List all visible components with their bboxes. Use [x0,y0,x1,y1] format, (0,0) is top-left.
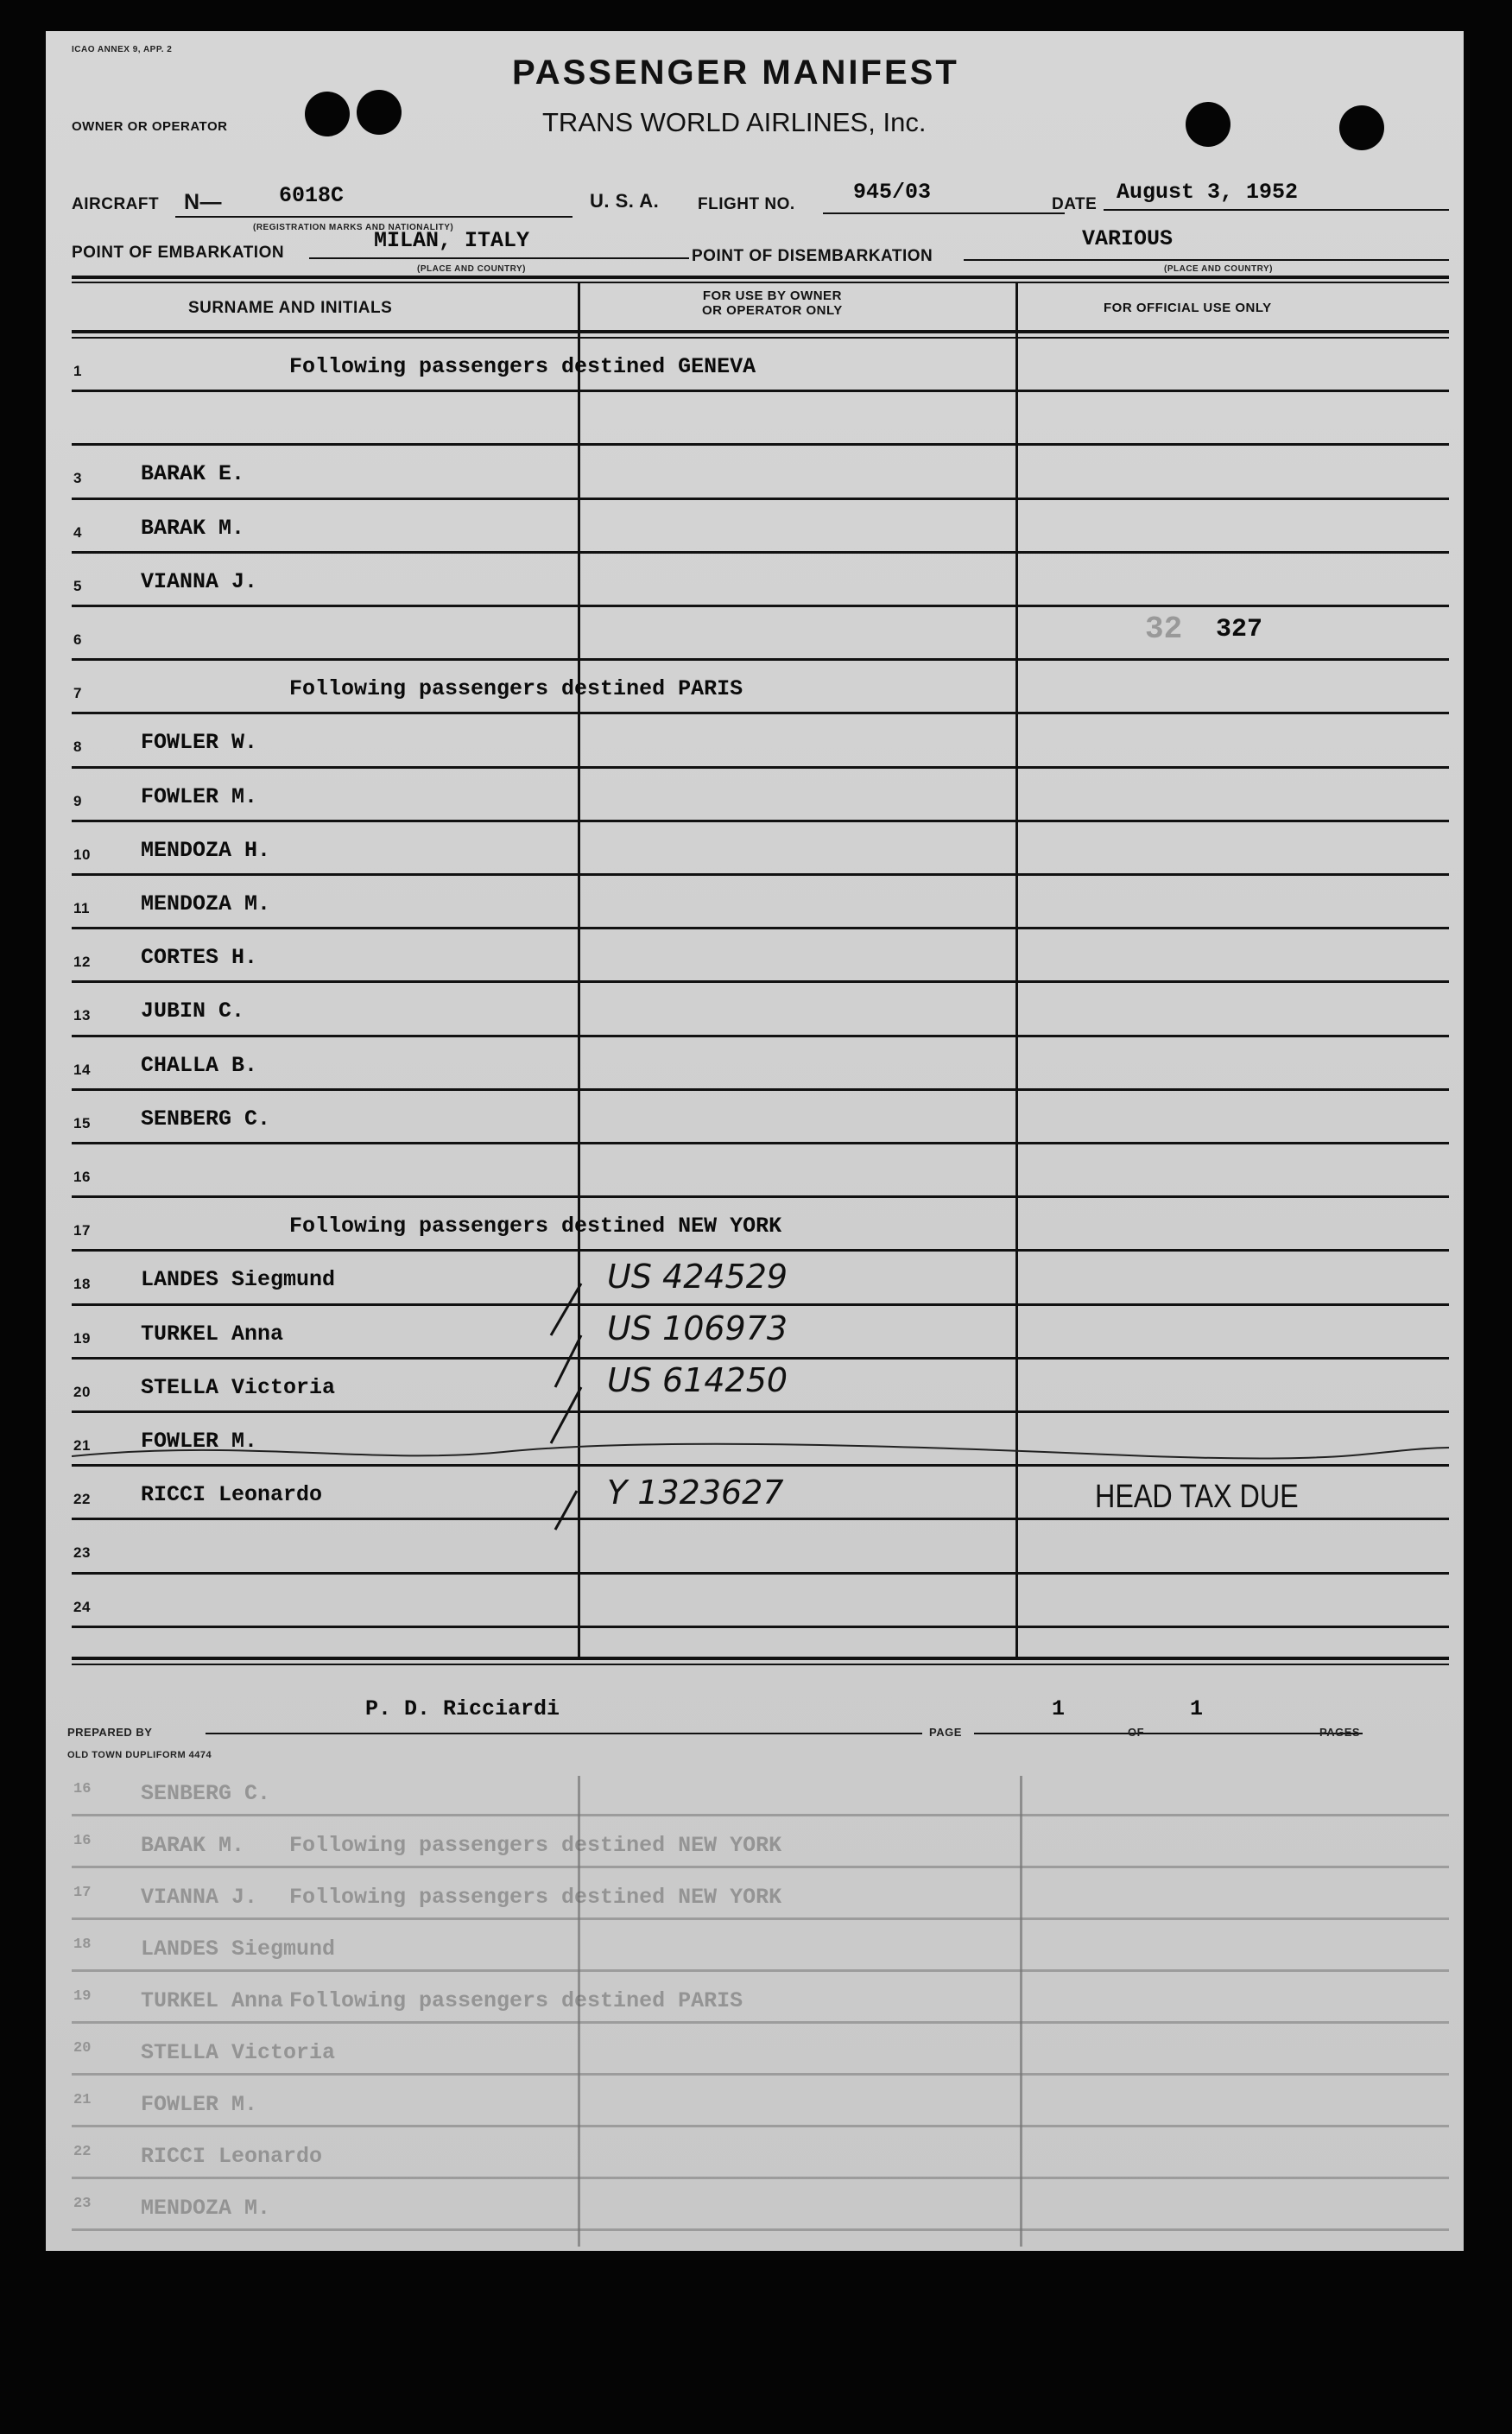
passenger-name: BARAK E. [141,461,245,486]
ghost-row-number: 18 [73,1936,92,1953]
ghost-row-number: 21 [73,2092,92,2108]
row-number: 8 [73,738,82,755]
row-number: 18 [73,1276,91,1292]
ghost-row-number: 23 [73,2196,92,2212]
of-label: OF [1128,1726,1145,1739]
ghost-row-divider [72,2228,1449,2231]
passenger-name: RICCI Leonardo [141,1482,323,1507]
passenger-name: TURKEL Anna [141,1322,284,1347]
handwritten-document-19: US 106973 [607,1309,788,1347]
owner-operator-label: OWNER OR OPERATOR [72,119,228,134]
ghost-row-number: 22 [73,2144,92,2160]
row-number: 15 [73,1115,91,1131]
punch-hole [1186,102,1230,147]
row-divider [72,1195,1449,1198]
ghost-row-number: 17 [73,1885,92,1901]
col-header-owner: FOR USE BY OWNER OR OPERATOR ONLY [702,288,843,318]
row-divider [72,1249,1449,1252]
row-divider [72,980,1449,983]
flight-number: 945/03 [853,180,932,205]
row-number: 24 [73,1599,91,1615]
destination-note: Following passengers destined NEW YORK [289,1214,782,1239]
punch-hole [357,90,402,135]
row-divider [72,1518,1449,1520]
passenger-name: MENDOZA M. [141,891,271,916]
row-number: 13 [73,1007,91,1024]
row-number: 19 [73,1330,91,1347]
head-tax-stamp: HEAD TAX DUE [1095,1479,1299,1515]
ghost-destination-note: Following passengers destined NEW YORK [289,1885,782,1910]
passenger-name: SENBERG C. [141,1106,271,1131]
total-pages: 1 [1190,1696,1204,1721]
ghost-row-number: 16 [73,1833,92,1849]
passenger-name: JUBIN C. [141,998,245,1024]
ghost-passenger-name: MENDOZA M. [141,2196,271,2221]
flight-date: August 3, 1952 [1117,180,1299,205]
row-divider [72,1410,1449,1413]
handwritten-document-18: US 424529 [607,1258,788,1296]
usa-label: U. S. A. [590,190,660,212]
page-label: PAGE [929,1726,962,1739]
embarkation-label: POINT OF EMBARKATION [72,244,285,262]
passenger-name: FOWLER M. [141,1429,258,1454]
row-divider [72,390,1449,392]
row-divider [72,1088,1449,1091]
ghost-passenger-name: LANDES Siegmund [141,1936,336,1962]
place-country-caption: (PLACE AND COUNTRY) [1164,264,1273,274]
aircraft-label: AIRCRAFT [72,195,160,213]
ghost-row-number: 20 [73,2040,92,2057]
airline-name: TRANS WORLD AIRLINES, Inc. [542,107,927,137]
ghost-row-divider [72,1917,1449,1920]
row-number: 12 [73,954,91,970]
ghost-destination-note: Following passengers destined NEW YORK [289,1833,782,1858]
row-number: 7 [73,685,82,701]
row-divider [72,1142,1449,1144]
strike-through-line [72,1430,1449,1474]
row-number: 5 [73,578,82,594]
ghost-row-divider [72,2073,1449,2076]
ghost-passenger-name: FOWLER M. [141,2092,258,2117]
row-number: 14 [73,1062,91,1078]
page-number: 1 [1052,1696,1066,1721]
ghost-passenger-name: BARAK M. [141,1833,245,1858]
row-divider [72,443,1449,446]
ghost-row-divider [72,1969,1449,1972]
handwritten-document-20: US 614250 [607,1361,788,1399]
handwritten-check-marks [529,1275,616,1534]
passenger-name: CORTES H. [141,945,258,970]
ghost-row-divider [72,2125,1449,2127]
row-divider [72,1357,1449,1360]
row-divider [72,658,1449,661]
flight-label: FLIGHT NO. [698,195,795,213]
row-number: 22 [73,1491,91,1507]
ghost-row-number: 19 [73,1988,92,2005]
ghost-passenger-name: VIANNA J. [141,1885,258,1910]
row-divider [72,1572,1449,1575]
prepared-by-label: PREPARED BY [67,1726,153,1739]
ghost-row-divider [72,1866,1449,1868]
row-number: 10 [73,846,91,863]
destination-note: Following passengers destined PARIS [289,676,743,701]
ghost-destination-note: Following passengers destined PARIS [289,1988,743,2013]
ghost-passenger-name: RICCI Leonardo [141,2144,323,2169]
pages-label: PAGES [1319,1726,1361,1739]
place-country-caption: (PLACE AND COUNTRY) [417,264,526,274]
row-divider [72,927,1449,929]
passenger-name: CHALLA B. [141,1053,258,1078]
punch-hole [1339,105,1384,150]
date-label: DATE [1052,195,1098,213]
row-divider [72,1035,1449,1037]
aircraft-number: 6018C [279,183,345,208]
row-number: 6 [73,631,82,648]
row-divider [72,873,1449,876]
row-number: 1 [73,363,82,379]
form-code: ICAO ANNEX 9, APP. 2 [72,45,173,54]
manifest-sheet [46,31,1464,2251]
row-divider [72,1626,1449,1628]
row-divider [72,551,1449,554]
punch-hole [305,92,350,136]
registration-caption: (REGISTRATION MARKS AND NATIONALITY) [253,223,454,232]
ghost-passenger-name: SENBERG C. [141,1781,271,1806]
handwritten-document-22: Y 1323627 [607,1474,784,1512]
page-title: PASSENGER MANIFEST [512,54,959,92]
passenger-name: MENDOZA H. [141,838,271,863]
row-number: 3 [73,470,82,486]
row-number: 21 [73,1437,91,1454]
passenger-name: STELLA Victoria [141,1375,336,1400]
row-divider [72,712,1449,714]
passenger-name: LANDES Siegmund [141,1267,336,1292]
row-number: 17 [73,1222,91,1239]
embarkation-value: MILAN, ITALY [374,228,530,253]
row-number: 4 [73,524,82,541]
row-number: 20 [73,1384,91,1400]
passenger-name: FOWLER M. [141,784,258,809]
disembarkation-label: POINT OF DISEMBARKATION [692,247,933,265]
row-divider [72,820,1449,822]
col-header-surname: SURNAME AND INITIALS [188,299,393,317]
row-divider [72,605,1449,607]
destination-note: Following passengers destined GENEVA [289,354,756,379]
ghost-row-divider [72,1814,1449,1816]
row-divider [72,1303,1449,1306]
row-number: 23 [73,1544,91,1561]
form-number: OLD TOWN DUPLIFORM 4474 [67,1750,212,1760]
aircraft-prefix: N— [184,190,223,214]
stamp-number: 327 [1216,615,1263,644]
row-divider [72,766,1449,769]
col-header-official: FOR OFFICIAL USE ONLY [1104,301,1272,315]
ghost-row-divider [72,2021,1449,2024]
row-number: 16 [73,1169,91,1185]
passenger-name: FOWLER W. [141,730,258,755]
passenger-name: VIANNA J. [141,569,258,594]
stamp-number-faded: 32 [1145,612,1183,647]
ghost-passenger-name: TURKEL Anna [141,1988,284,2013]
prepared-by-value: P. D. Ricciardi [365,1696,560,1721]
ghost-row-divider [72,2177,1449,2179]
ghost-row-number: 16 [73,1781,92,1797]
disembarkation-value: VARIOUS [1082,226,1174,251]
row-number: 9 [73,793,82,809]
passenger-name: BARAK M. [141,516,245,541]
row-number: 11 [73,900,90,916]
row-divider [72,498,1449,500]
ghost-passenger-name: STELLA Victoria [141,2040,336,2065]
